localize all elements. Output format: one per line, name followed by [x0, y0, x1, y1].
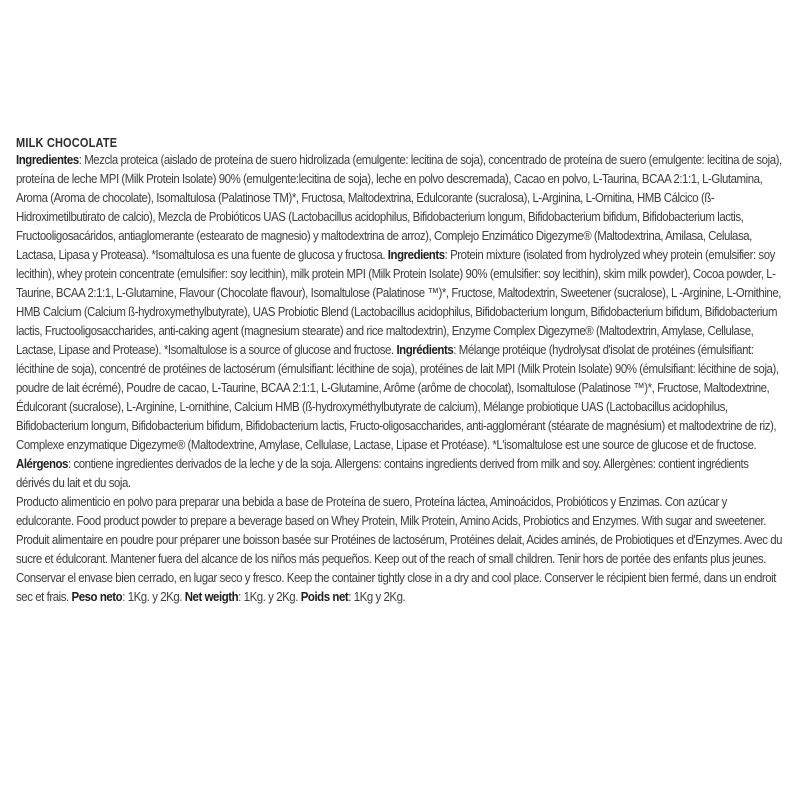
allergens-text: : contiene ingredientes derivados de la leche y de la soja. Allergens: contains ingredients derived from milk and soy. Allergènes: contient ingrédients dérivés du lait et du soja.	[16, 456, 749, 490]
net-weight-value-es: : 1Kg. y 2Kg.	[122, 589, 185, 604]
ingredients-label-en: Ingredients	[387, 247, 445, 262]
allergens-paragraph	[16, 454, 784, 492]
net-weight-label-fr: Poids net	[300, 589, 349, 604]
ingredients-paragraph	[16, 150, 784, 454]
ingredients-text-es: : Mezcla proteica (aislado de proteína de suero hidrolizada (emulgente: lecitina de soja), concentrado de proteína de suero (emulgente: lecitina de soja), proteína de leche MPI (Milk Protein Isolate) 90% (emulgente:lecitina de soja), leche en polvo descremada), Cacao en polvo, L-Taurina, BCAA 2:1:1, L-Glutamina, Aroma (Aroma de chocolate), Isomaltulosa (Palatinose TM)*, Fructosa, Maltodextrina, Edulcorante (sucralosa), L-Arginina, L-Ornitina, HMB Cálcico (ß-Hidroximetilbutirato de calcio), Mezcla de Probióticos UAS (Lactobacillus acidophilus, Bifidobacterium longum, Bifidobacterium bifidum, Bifidobacterium lactis, Fructooligosacáridos, antiaglomerante (estearato de magnesio) y maltodextrina de arroz), Complejo Enzimático Digezyme® (Maltodextrina, Amilasa, Celulasa, Lactasa, Lipasa y Proteasa). *Isomaltulosa es una fuente de glucosa y fructosa.	[16, 152, 782, 262]
description-text: Producto alimenticio en polvo para preparar una bebida a base de Proteína de suero, Proteína láctea, Aminoácidos, Probióticos y Enzimas. Con azúcar y edulcorante. Food product powder to prepare a beverage based on Whey Protein, Milk Protein, Amino Acids, Probiotics and Enzymes. With sugar and sweetener. Produit alimentaire en poudre pour préparer une boisson basée sur Protéines de lactosérum, Protéines delait, Acides aminés, de Probiotiques et d'Enzymes. Avec du sucre et édulcorant. Mantener fuera del alcance de los niños más pequeños. Keep out of the reach of small children. Tenir hors de portée des enfants plus jeunes. Conservar el envase bien cerrado, en lugar seco y fresco. Keep the container tightly close in a dry and cool place. Conserver le récipient bien fermé, dans un endroit sec et frais.	[16, 494, 783, 604]
ingredients-label-es: Ingredientes	[16, 152, 79, 167]
ingredients-text-fr: : Mélange protéique (hydrolysat d'isolat de protéines (émulsifiant: lécithine de soja), concentré de protéines de lactosérum (émulsifiant: lécithine de soja), protéines de lait MPI (Milk Protein Isolate) 90% (émulsifiant: lécithine de soja), poudre de lait écrémé), Poudre de cacao, L-Taurine, BCAA 2:1:1, L-Glutamine, Arôme (arôme de chocolat), Isomaltulose (Palatinose ™)*, Fructose, Maltodextrine, Édulcorant (sucralose), L-Arginine, L-ornithine, Calcium HMB (ß-hydroxyméthylbutyrate de calcium), Mélange probiotique UAS (Lactobacillus acidophilus, Bifidobacterium longum, Bifidobacterium bifidum, Bifidobacterium lactis, Fructo-oligosaccharides, anti-agglomérant (stéarate de magnésium) et maltodextrine de riz), Complexe enzymatique Digezyme® (Maltodextrine, Amylase, Cellulase, Lactase, Lipase et Protéase). *L'isomaltulose est une source de glucose et de fructose.	[16, 342, 779, 452]
net-weight-label-es: Peso neto	[71, 589, 123, 604]
net-weight-value-en: : 1Kg. y 2Kg.	[238, 589, 301, 604]
allergens-label: Alérgenos	[16, 456, 68, 471]
net-weight-value-fr: : 1Kg y 2Kg.	[348, 589, 406, 604]
description-paragraph	[16, 492, 784, 606]
ingredients-label-fr: Ingrédients	[396, 342, 454, 357]
ingredients-text-en: : Protein mixture (isolated from hydrolyzed whey protein (emulsifier: soy lecithin), whey protein concentrate (emulsifier: soy lecithin), milk protein MPI (Milk Protein Isolate) 90% (emulsifier: soy lecithin), skim milk powder), Cocoa powder, L-Taurine, BCAA 2:1:1, L-Glutamine, Flavour (Chocolate flavour), Isomaltulose (Palatinose ™)*, Fructose, Maltodextrin, Sweetener (sucralose), L -Arginine, L-Ornithine, HMB Calcium (Calcium ß-hydroxymethylbutyrate), UAS Probiotic Blend (Lactobacillus acidophilus, Bifidobacterium longum, Bifidobacterium bifidum, Bifidobacterium lactis, Fructooligosaccharides, anti-caking agent (magnesium stearate) and rice maltodextrin), Enzyme Complex Digezyme® (Maltodextrin, Amylase, Cellulase, Lactase, Lipase and Protease). *Isomaltulose is a source of glucose and fructose.	[16, 247, 782, 357]
label-content	[16, 0, 784, 606]
net-weight-label-en: Net weigth	[184, 589, 239, 604]
product-title: MILK CHOCOLATE	[16, 136, 118, 150]
